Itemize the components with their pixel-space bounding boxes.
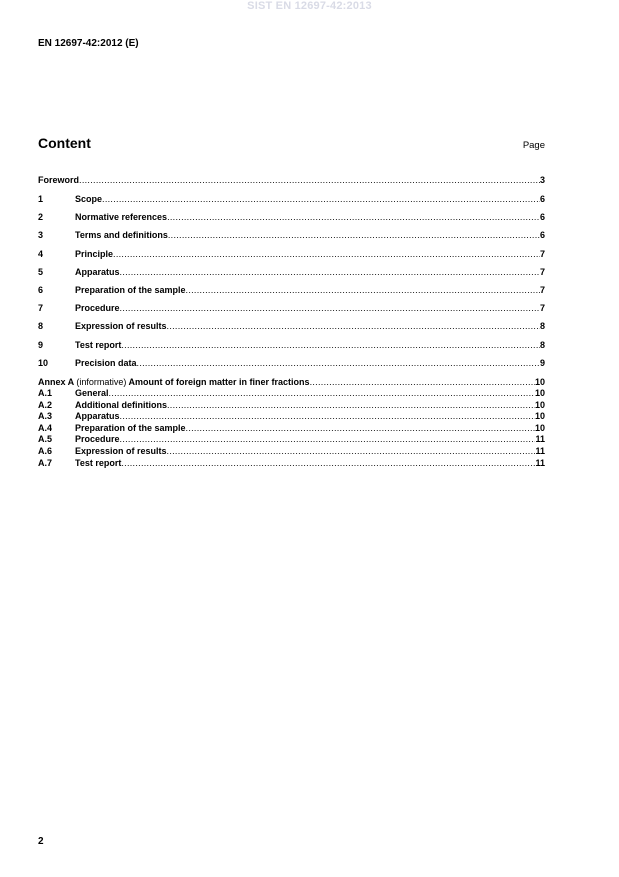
toc-annex-entry[interactable] [38,422,545,434]
toc-entry-page: 7 [539,303,545,313]
toc-leader [186,422,535,434]
toc-entry-title: Test report [75,340,122,350]
toc-entry-page: 9 [539,358,545,368]
toc-leader [167,445,536,457]
toc-entry-number: A.1 [38,388,53,398]
toc-leader [113,248,540,260]
toc-annex-entry[interactable] [38,433,545,445]
toc-entry-page: 6 [539,194,545,204]
toc-leader [167,211,540,223]
toc-entry-page: 6 [539,230,545,240]
toc-entry-page: 3 [539,175,545,185]
toc-entry-number: 5 [38,267,44,277]
toc-entry-page: 7 [539,285,545,295]
toc-entry-title: Preparation of the sample [75,422,186,433]
toc-entry-number: A.6 [38,446,53,456]
watermark: SIST EN 12697-42:2013 [247,0,372,12]
toc-entry[interactable] [38,339,545,351]
toc-entry[interactable] [38,211,545,223]
toc-entry-page: 6 [539,212,545,222]
toc-entry-page: 7 [539,267,545,277]
toc-entry[interactable] [38,284,545,296]
toc-entry-title: Apparatus [75,411,120,421]
toc-entry-title: Procedure [75,434,120,444]
toc-heading: Content [38,135,91,151]
toc-entry[interactable] [38,193,545,205]
toc-entry-title: Scope [75,194,103,204]
toc-entry-number: A.7 [38,457,53,468]
toc-annex-entry[interactable] [38,457,545,469]
toc-entry-page: 11 [535,446,545,456]
toc-leader [120,433,536,445]
annex-informative: (informative) [76,377,127,387]
toc-leader [121,339,540,351]
toc-entry-page: 8 [539,321,545,331]
toc-entry-page: 8 [539,340,545,350]
toc-annex-entry[interactable] [38,387,545,399]
toc-leader [137,357,540,369]
toc-entry-title: Additional definitions [75,399,167,410]
toc-entry-number: 9 [38,340,44,350]
toc-leader [120,302,540,314]
toc-annex-entry[interactable] [38,399,545,411]
toc-entry[interactable] [38,266,545,278]
toc-leader [121,457,535,469]
toc-leader [79,174,540,186]
page-number: 2 [38,836,44,847]
toc-entry-number: A.2 [38,399,53,410]
toc-leader [109,387,535,399]
toc-entry-page: 10 [534,388,545,398]
toc-entry-number: 10 [38,358,49,368]
toc-entry-foreword[interactable] [38,174,545,186]
toc-entry-title: Preparation of the sample [75,285,186,295]
toc-entry-page: 7 [539,249,545,259]
toc-annex-entry[interactable] [38,445,545,457]
toc-entry-number: A.5 [38,434,53,444]
toc-entry-number: 6 [38,285,44,295]
toc-entry-number: A.3 [38,411,53,421]
toc-entry-title: Apparatus [75,267,120,277]
toc-entry-number: 4 [38,249,44,259]
toc-entry-number: A.4 [38,422,53,433]
toc-entry[interactable] [38,357,545,369]
toc-entry-title: Expression of results [75,446,167,456]
document-id: EN 12697-42:2012 (E) [38,38,139,49]
toc-entry-title: Procedure [75,303,120,313]
toc-entry-number: 7 [38,303,44,313]
toc-leader [167,399,535,411]
toc-entry-number: 3 [38,230,44,240]
toc-page-label: Page [522,140,545,151]
toc-entry-page: 10 [534,377,545,387]
toc-leader [167,320,540,332]
toc-leader [186,284,540,296]
toc-entry-page: 10 [534,422,545,433]
toc-entry-title: Terms and definitions [75,230,168,240]
toc-entry[interactable] [38,248,545,260]
toc-leader [102,193,540,205]
toc-leader [120,266,540,278]
toc-entry-title: General [75,388,109,398]
toc-entry-number: 1 [38,194,44,204]
toc-entry-page: 10 [534,399,545,410]
toc-leader [120,410,535,422]
toc-entry-number: 2 [38,212,44,222]
toc-annex-entry[interactable] [38,410,545,422]
toc-entry-page: 11 [535,434,545,444]
toc-entry-title: Test report [75,457,122,468]
toc-entry[interactable] [38,229,545,241]
annex-prefix: Annex A [38,377,74,387]
toc-entry-number: 8 [38,321,44,331]
toc-entry-title: Expression of results [75,321,167,331]
toc-entry-title: Normative references [75,212,168,222]
toc-entry-title: Foreword [38,175,80,185]
annex-title: Amount of foreign matter in finer fractions [128,377,310,387]
toc-entry-page: 10 [534,411,545,421]
toc-entry-title: Precision data [75,358,137,368]
toc-entry-title: Principle [75,249,114,259]
toc-entry-page: 11 [535,457,545,468]
toc-entry[interactable] [38,302,545,314]
toc-leader [168,229,540,241]
toc-entry[interactable] [38,320,545,332]
